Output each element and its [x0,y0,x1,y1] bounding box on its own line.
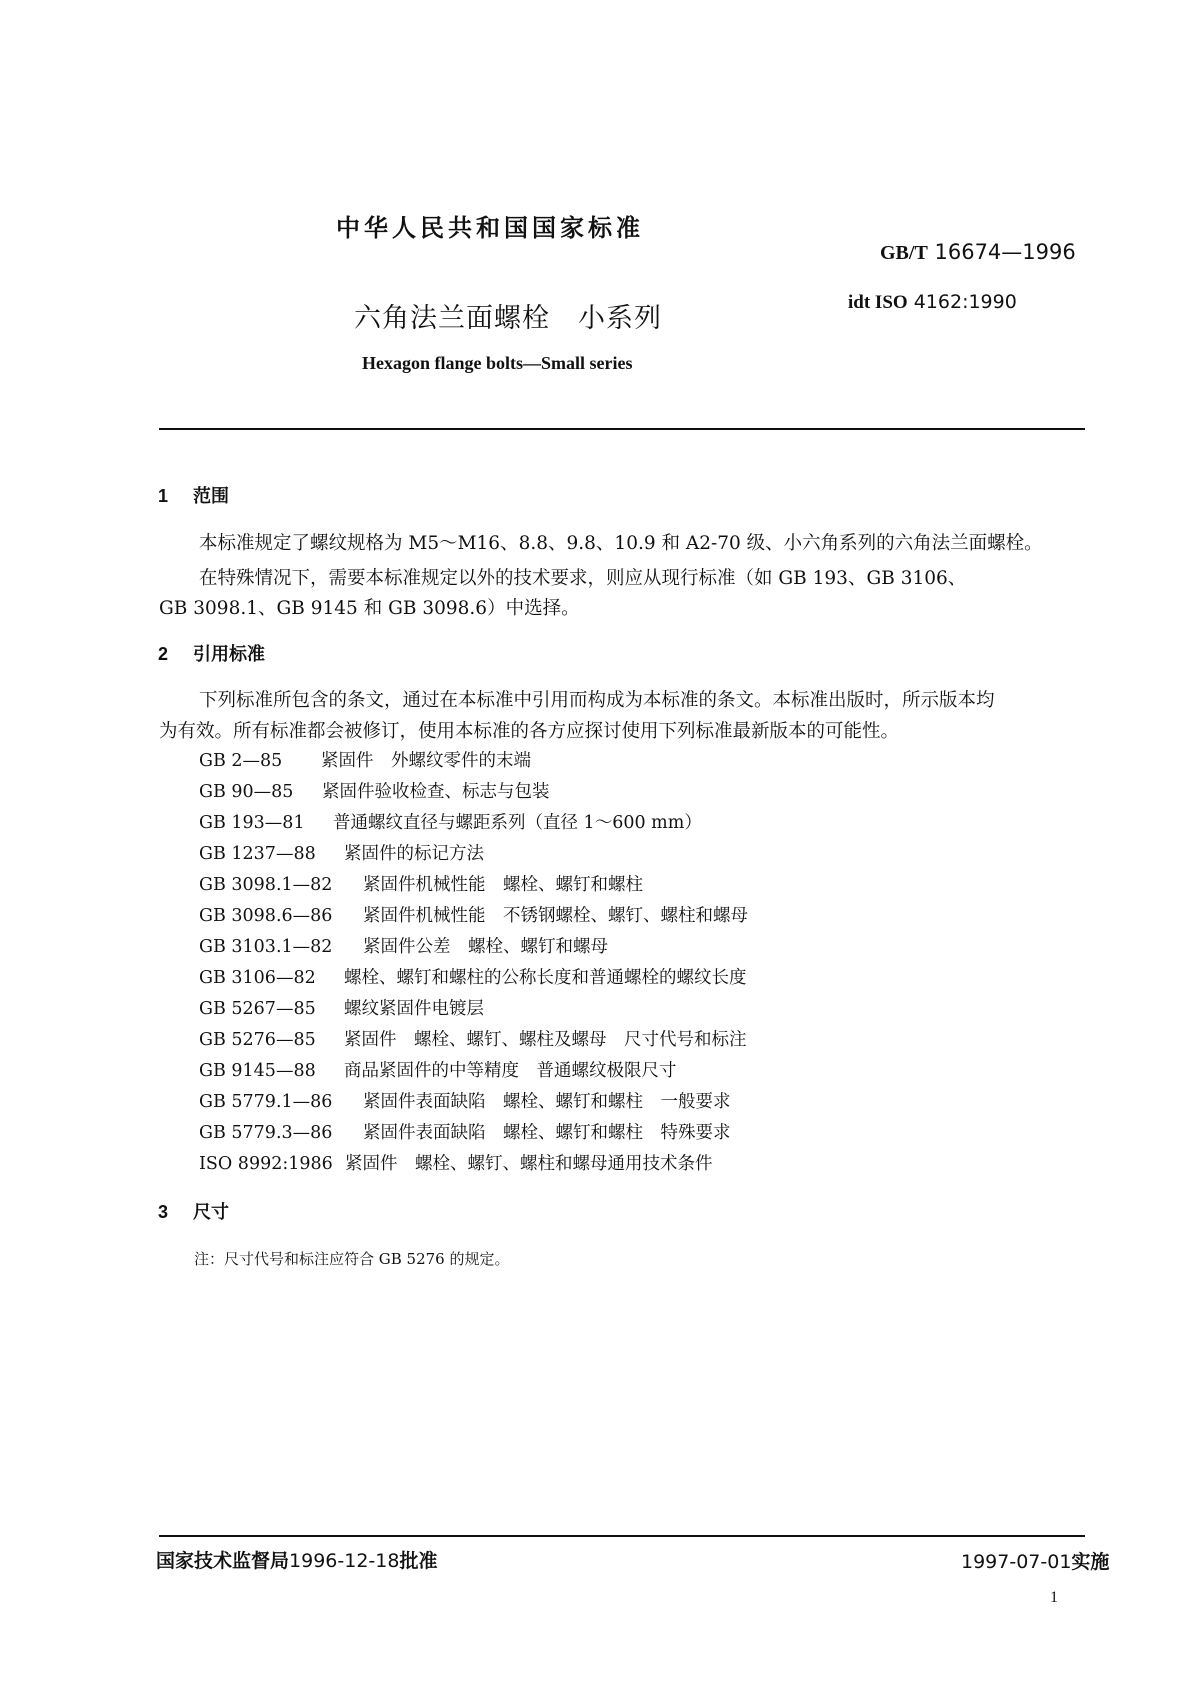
reference-code: GB 90—85 [199,782,294,802]
approval-line [156,1546,437,1573]
effective-date: 1997-07-01 [961,1551,1072,1573]
reference-item [199,778,550,803]
reference-item [199,1057,677,1082]
reference-item [199,1026,747,1051]
reference-title: 紧固件公差 螺栓、螺钉和螺母 [363,937,608,957]
national-standard-heading: 中华人民共和国国家标准 [336,214,644,242]
section-3-number: 3 [158,1202,169,1222]
section-2-number: 2 [158,644,169,664]
idt-reference [848,291,1017,314]
reference-title: 紧固件机械性能 螺栓、螺钉和螺柱 [363,875,643,895]
section-1-paragraph-2-line-1: 在特殊情况下，需要本标准规定以外的技术要求，则应从现行标准（如 GB 193、GB 3106、 [199,568,967,589]
reference-title: 商品紧固件的中等精度 普通螺纹极限尺寸 [344,1061,677,1081]
standard-prefix: GB/T [880,242,928,264]
section-1-heading [158,482,229,508]
dimension-note: 注：尺寸代号和标注应符合 GB 5276 的规定。 [194,1250,510,1268]
reference-code: GB 5276—85 [199,1030,316,1050]
reference-item [199,747,531,772]
approval-date: 1996-12-18 [289,1550,400,1572]
reference-title: 紧固件 外螺纹零件的末端 [321,751,531,771]
section-1-paragraph-1: 本标准规定了螺纹规格为 M5～M16、8.8、9.8、10.9 和 A2-70 级、小六角系列的六角法兰面螺栓。 [199,533,1043,554]
document-title-en: Hexagon flange bolts—Small series [362,353,633,373]
reference-code: GB 5779.1—86 [199,1092,333,1112]
approval-organization: 国家技术监督局 [156,1550,290,1572]
section-1-title: 范围 [193,486,229,507]
footer-rule [159,1535,1085,1537]
reference-code: GB 193—81 [199,813,305,833]
reference-item [199,809,702,834]
reference-title: 螺栓、螺钉和螺柱的公称长度和普通螺栓的螺纹长度 [344,968,747,988]
standard-number [880,240,1076,265]
reference-title: 紧固件 螺栓、螺钉、螺柱及螺母 尺寸代号和标注 [344,1030,747,1050]
reference-code: ISO 8992:1986 [199,1154,333,1174]
reference-code: GB 5267—85 [199,999,316,1019]
reference-code: GB 3098.6—86 [199,906,333,926]
reference-title: 紧固件验收检查、标志与包装 [322,782,550,802]
section-2-heading [158,640,265,666]
reference-code: GB 3103.1—82 [199,937,333,957]
reference-item [199,1150,713,1175]
reference-code: GB 3106—82 [199,968,316,988]
reference-title: 紧固件机械性能 不锈钢螺栓、螺钉、螺柱和螺母 [363,906,748,926]
reference-item [199,1088,731,1113]
reference-item [199,902,748,927]
document-title-cn: 六角法兰面螺栓 小系列 [354,303,662,334]
page-number: 1 [1050,1589,1058,1606]
reference-item [199,1119,731,1144]
effective-word: 实施 [1071,1551,1110,1573]
section-3-title: 尺寸 [193,1202,229,1223]
section-2-paragraph-line-1: 下列标准所包含的条文，通过在本标准中引用而构成为本标准的条文。本标准出版时，所示版本均 [199,690,995,711]
approval-word: 批准 [399,1550,438,1572]
reference-code: GB 3098.1—82 [199,875,333,895]
section-1-number: 1 [158,486,169,506]
header-rule [159,428,1085,430]
effective-line [961,1547,1109,1574]
reference-title: 螺纹紧固件电镀层 [344,999,484,1019]
section-2-paragraph-line-2: 为有效。所有标准都会被修订，使用本标准的各方应探讨使用下列标准最新版本的可能性。 [159,721,900,742]
section-1-paragraph-2-line-2: GB 3098.1、GB 9145 和 GB 3098.6）中选择。 [159,598,580,619]
idt-number: 4162:1990 [913,291,1017,313]
idt-prefix: idt ISO [848,292,908,313]
reference-item [199,871,643,896]
reference-code: GB 2—85 [199,751,283,771]
reference-title: 紧固件 螺栓、螺钉、螺柱和螺母通用技术条件 [345,1154,713,1174]
reference-code: GB 9145—88 [199,1061,316,1081]
reference-item [199,840,484,865]
reference-item [199,933,608,958]
reference-item [199,995,484,1020]
reference-title: 紧固件表面缺陷 螺栓、螺钉和螺柱 一般要求 [363,1092,731,1112]
standard-number-value: 16674—1996 [934,240,1076,264]
section-3-heading [158,1198,229,1224]
reference-title: 普通螺纹直径与螺距系列（直径 1～600 mm） [333,813,702,833]
reference-code: GB 5779.3—86 [199,1123,333,1143]
reference-code: GB 1237—88 [199,844,316,864]
section-2-title: 引用标准 [193,644,265,665]
reference-title: 紧固件的标记方法 [344,844,484,864]
reference-title: 紧固件表面缺陷 螺栓、螺钉和螺柱 特殊要求 [363,1123,731,1143]
reference-item [199,964,747,989]
